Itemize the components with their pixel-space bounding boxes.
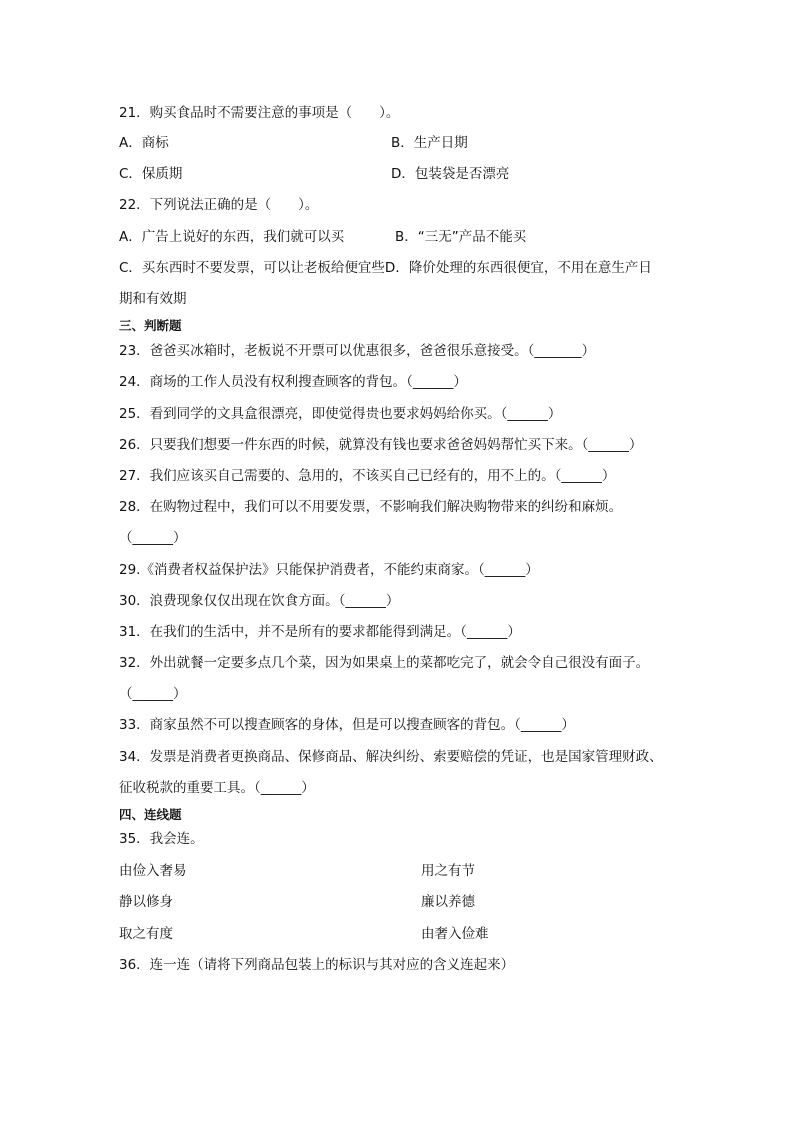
q35-right-item: 用之有节 [421,863,475,879]
judge-q31: 31．在我们的生活中，并不是所有的要求都能得到满足。（______） [119,624,521,640]
section-heading-judge: 三、判断题 [119,318,182,333]
q22-stem: 22．下列说法正确的是（ ）。 [119,197,319,213]
q35-left-item: 静以修身 [119,894,173,910]
q36-stem: 36．连一连（请将下列商品包装上的标识与其对应的含义连起来） [119,957,515,973]
judge-q24: 24．商场的工作人员没有权利搜查顾客的背包。（______） [119,374,467,390]
judge-q30: 30．浪费现象仅仅出现在饮食方面。（______） [119,593,400,609]
q22-option-a: A．广告上说好的东西，我们就可以买 [119,229,345,245]
judge-q28: 28．在购物过程中，我们可以不用要发票，不影响我们解决购物带来的纠纷和麻烦。 [119,499,623,515]
q35-right-item: 廉以养德 [421,894,475,910]
q35-left-item: 取之有度 [119,926,173,942]
judge-q29: 29.《消费者权益保护法》只能保护消费者，不能约束商家。（______） [119,562,539,578]
q21-option-a: A．商标 [119,135,169,151]
judge-q27: 27．我们应该买自己需要的、急用的，不该买自己已经有的，用不上的。（______） [119,468,616,484]
judge-q32-blank: （______） [119,686,187,702]
judge-q26: 26．只要我们想要一件东西的时候，就算没有钱也要求爸爸妈妈帮忙买下来。（______） [119,437,643,453]
section-heading-matching: 四、连线题 [119,807,182,822]
q22-option-b: B．“三无”产品不能买 [395,229,527,245]
q21-stem: 21．购买食品时不需要注意的事项是（ ）。 [119,105,400,121]
q35-right-item: 由奢入俭难 [421,926,489,942]
judge-q32: 32．外出就餐一定要多点几个菜，因为如果桌上的菜都吃完了，就会令自己很没有面子。 [119,655,650,671]
judge-q25: 25．看到同学的文具盒很漂亮，即使觉得贵也要求妈妈给你买。（______） [119,406,562,422]
q35-stem: 35．我会连。 [119,831,204,847]
judge-q33: 33．商家虽然不可以搜查顾客的身体，但是可以搜查顾客的背包。（______） [119,717,575,733]
q22-option-cd: C．买东西时不要发票，可以让老板给便宜些D．降价处理的东西很便宜，不用在意生产日 [119,260,652,276]
q21-option-c: C．保质期 [119,166,183,182]
judge-q28-blank: （______） [119,530,187,546]
q21-option-d: D．包装袋是否漂亮 [391,166,510,182]
judge-q34-cont: 征收税款的重要工具。（______） [119,780,315,796]
q35-left-item: 由俭入奢易 [119,863,187,879]
judge-q34: 34．发票是消费者更换商品、保修商品、解决纠纷、索要赔偿的凭证，也是国家管理财政、 [119,749,663,765]
q22-option-d-cont: 期和有效期 [119,291,187,307]
judge-q23: 23．爸爸买冰箱时，老板说不开票可以优惠很多，爸爸很乐意接受。（_______） [119,343,596,359]
q21-option-b: B．生产日期 [391,135,468,151]
